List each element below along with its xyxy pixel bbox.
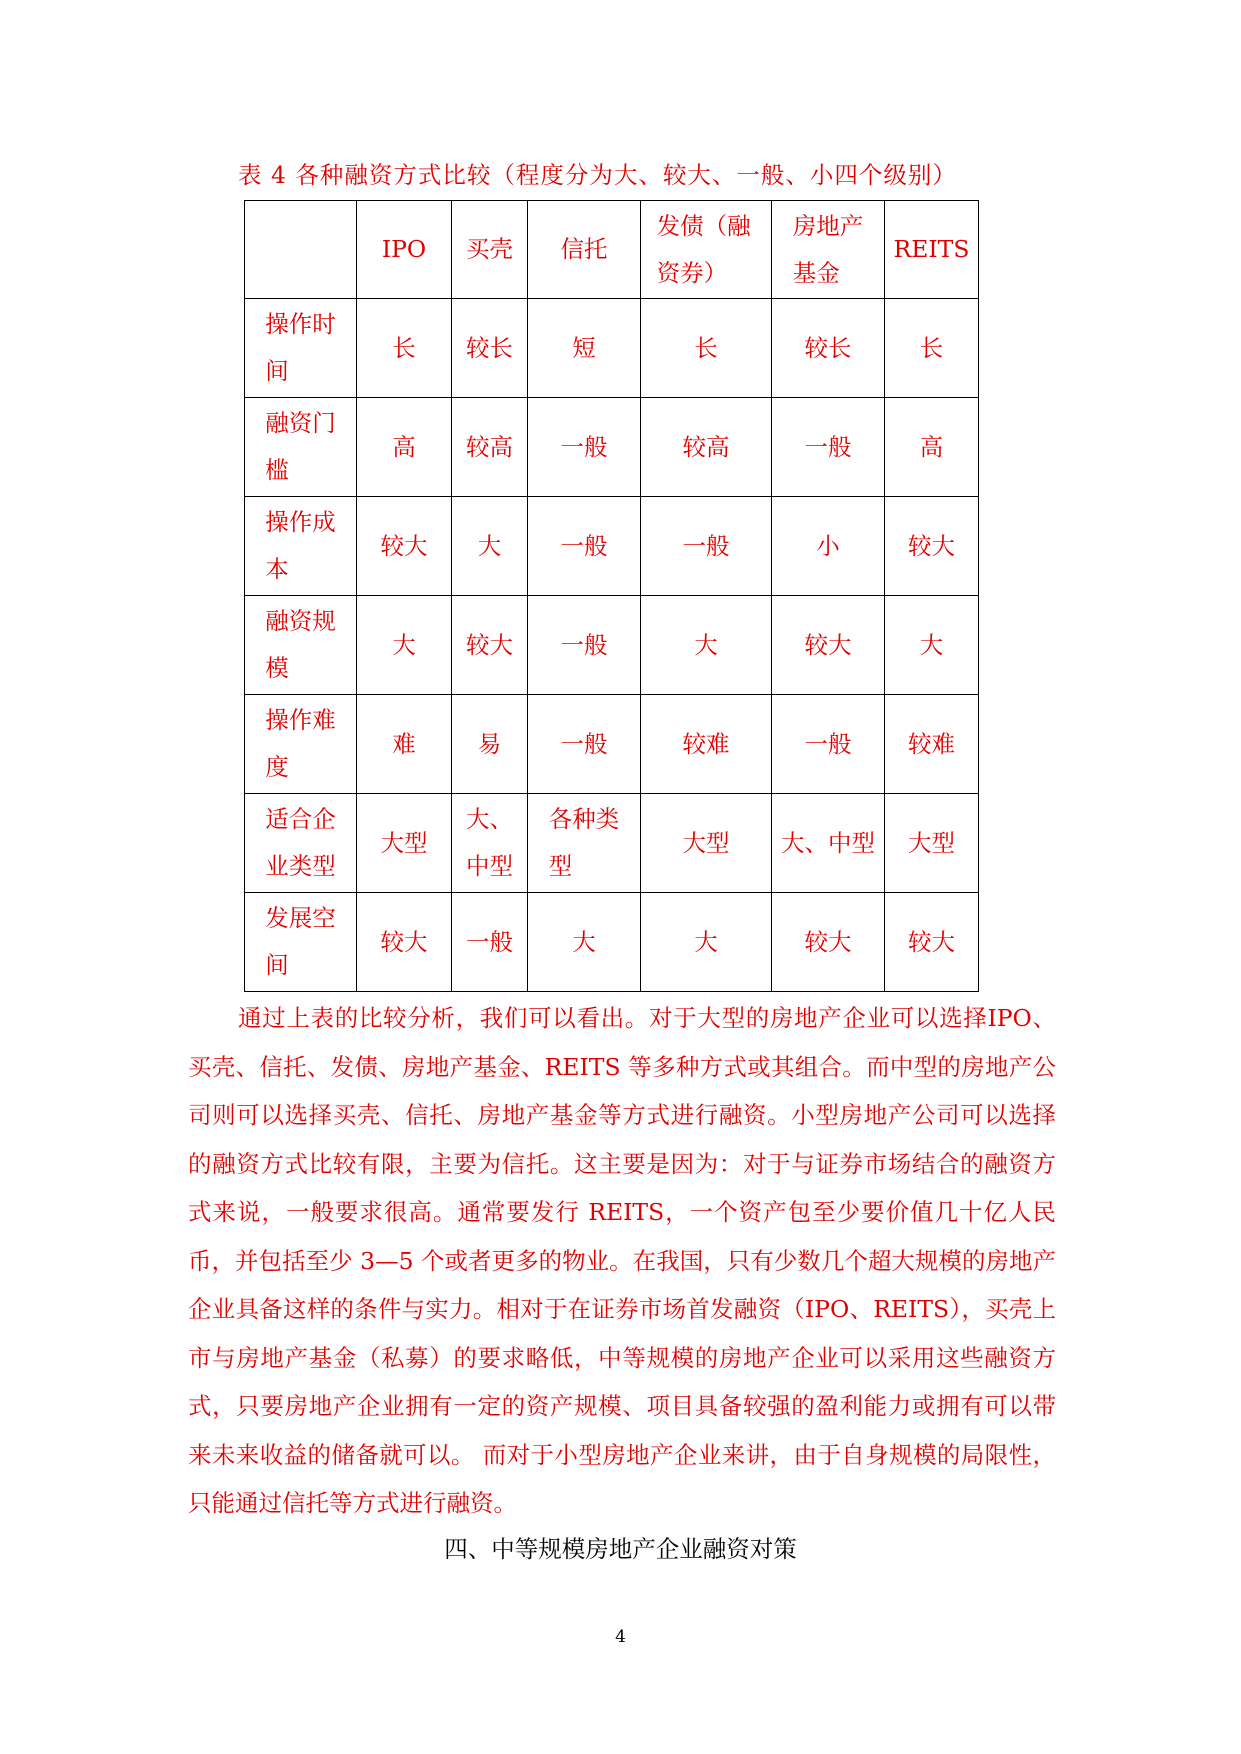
header-cell-ipo: IPO (357, 201, 452, 299)
table-cell: 一般 (528, 695, 641, 794)
row-label-cell (245, 695, 357, 794)
table-cell: 短 (528, 299, 641, 398)
financing-comparison-table (244, 200, 979, 992)
table-cell: 大、中型 (772, 794, 885, 893)
table-cell: 较大 (357, 893, 452, 992)
table-cell: 较长 (772, 299, 885, 398)
header-cell-reits: REITS (885, 201, 979, 299)
row-label: 发展空间 (265, 904, 336, 979)
row-label: 操作时间 (265, 310, 336, 385)
header-cell-bond (641, 201, 772, 299)
table-cell: 小 (772, 497, 885, 596)
table-cell-text: 大、中型 (466, 805, 513, 880)
table-cell: 一般 (772, 398, 885, 497)
table-cell: 较难 (885, 695, 979, 794)
table-cell: 较长 (452, 299, 528, 398)
table-cell: 大型 (885, 794, 979, 893)
table-cell: 大 (452, 497, 528, 596)
table-cell: 大 (528, 893, 641, 992)
table-cell: 较大 (772, 893, 885, 992)
row-label-cell (245, 794, 357, 893)
row-label: 适合企业类型 (265, 805, 336, 880)
table-cell: 一般 (528, 398, 641, 497)
table-row (245, 299, 979, 398)
header-cell-fund (772, 201, 885, 299)
table-cell: 较大 (452, 596, 528, 695)
table-row (245, 893, 979, 992)
table-cell: 长 (885, 299, 979, 398)
row-label: 融资规模 (265, 607, 336, 682)
table-row (245, 398, 979, 497)
table-cell: 大 (641, 893, 772, 992)
page-number: 4 (615, 1627, 626, 1647)
table-cell: 较大 (357, 497, 452, 596)
table-caption: 表 4 各种融资方式比较（程度分为大、较大、一般、小四个级别） (238, 161, 957, 189)
row-label: 融资门槛 (265, 409, 336, 484)
table-row (245, 497, 979, 596)
table-cell: 较难 (641, 695, 772, 794)
table-cell: 较高 (452, 398, 528, 497)
table-cell: 一般 (452, 893, 528, 992)
row-label-cell (245, 299, 357, 398)
table-cell (528, 794, 641, 893)
table-cell: 大 (357, 596, 452, 695)
table-cell: 较大 (772, 596, 885, 695)
table-cell: 大型 (357, 794, 452, 893)
table-cell (452, 794, 528, 893)
header-fund-label: 房地产基金 (792, 211, 864, 287)
header-bond-label: 发债（融资券） (656, 211, 751, 287)
table-cell: 长 (357, 299, 452, 398)
table-row (245, 794, 979, 893)
table-cell: 较高 (641, 398, 772, 497)
table-cell: 一般 (772, 695, 885, 794)
header-cell-empty (245, 201, 357, 299)
table-cell: 难 (357, 695, 452, 794)
row-label-cell (245, 398, 357, 497)
table-cell: 大 (885, 596, 979, 695)
table-cell: 较大 (885, 497, 979, 596)
row-label: 操作成本 (265, 508, 336, 583)
table-cell: 大型 (641, 794, 772, 893)
section-heading: 四、中等规模房地产企业融资对策 (444, 1535, 797, 1563)
table-cell: 长 (641, 299, 772, 398)
header-cell-trust: 信托 (528, 201, 641, 299)
row-label: 操作难度 (265, 706, 336, 781)
table-cell: 一般 (528, 497, 641, 596)
row-label-cell (245, 497, 357, 596)
table-row (245, 596, 979, 695)
body-paragraph: 通过上表的比较分析，我们可以看出。对于大型的房地产企业可以选择IPO、买壳、信托、发债、房地产基金、REITS 等多种方式或其组合。而中型的房地产公司则可以选择买壳、信托、房地产基金等方式进行融资。小型房地产公司可以选择的融资方式比较有限，主要为信托。这主要是因为：对于与证券市场结合的融资方式来说，一般要求很高。通常要发行 REITS，一个资产包至少要价值几十亿人民币，并包括至少 3—5 个或者更多的物业。在我国，只有少数几个超大规模的房地产企业具备这样的条件与实力。相对于在证券市场首发融资（IPO、REITS），买壳上市与房地产基金（私募）的要求略低，中等规模的房地产企业可以采用这些融资方式，只要房地产企业拥有一定的资产规模、项目具备较强的盈利能力或拥有可以带来未来收益的储备就可以。 而对于小型房地产企业来讲，由于自身规模的局限性，只能通过信托等方式进行融资。 (188, 1004, 1056, 1517)
table-cell: 高 (357, 398, 452, 497)
table-row (245, 695, 979, 794)
table-cell: 较大 (885, 893, 979, 992)
table-cell: 一般 (528, 596, 641, 695)
table-cell-text: 各种类型 (548, 805, 620, 880)
table-cell: 高 (885, 398, 979, 497)
row-label-cell (245, 596, 357, 695)
table-header-row (245, 201, 979, 299)
row-label-cell (245, 893, 357, 992)
table-cell: 大 (641, 596, 772, 695)
table-cell: 易 (452, 695, 528, 794)
table-cell: 一般 (641, 497, 772, 596)
header-cell-backdoor: 买壳 (452, 201, 528, 299)
